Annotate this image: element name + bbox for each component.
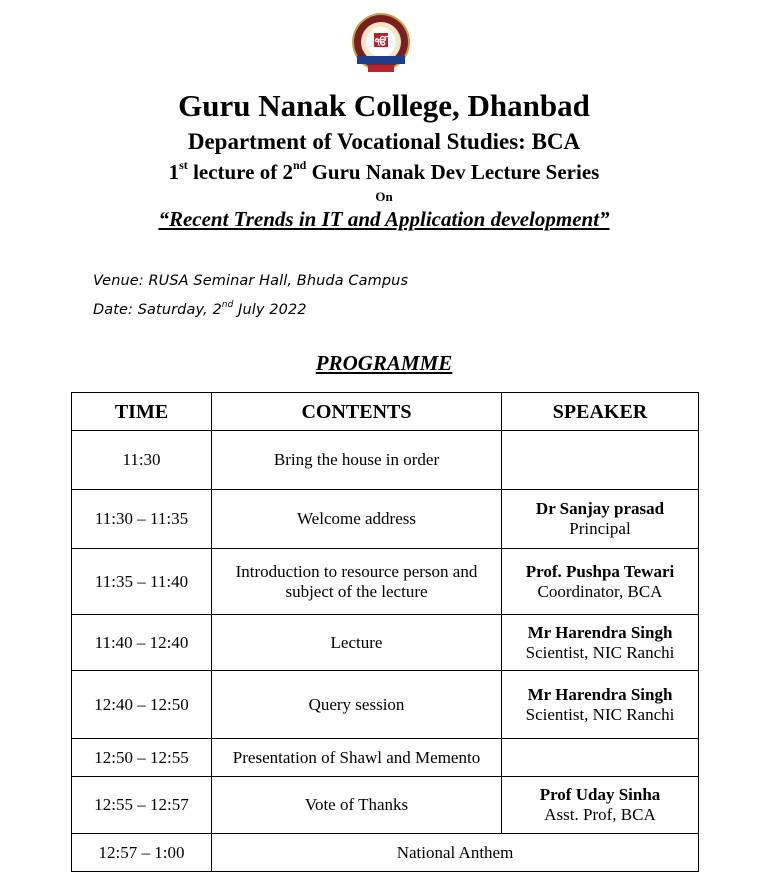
time-cell: 11:40 – 12:40 xyxy=(72,615,212,671)
venue-line: Venue: RUSA Seminar Hall, Bhuda Campus xyxy=(93,273,409,289)
column-header-speaker: SPEAKER xyxy=(502,393,699,431)
speaker-name: Prof Uday Sinha xyxy=(539,785,661,804)
lecture-topic: “Recent Trends in IT and Application development” xyxy=(158,207,610,231)
speaker-cell xyxy=(502,739,699,777)
table-row xyxy=(72,739,699,777)
speaker-role: Scientist, NIC Ranchi xyxy=(525,704,675,724)
table-row xyxy=(72,834,699,872)
time-cell: 11:35 – 11:40 xyxy=(72,549,212,615)
department-name: Department of Vocational Studies: BCA xyxy=(187,129,581,154)
contents-cell: Query session xyxy=(212,671,502,739)
speaker-cell xyxy=(502,431,699,490)
time-cell: 12:40 – 12:50 xyxy=(72,671,212,739)
date-line: Date: Saturday, 2nd July 2022 xyxy=(93,300,307,318)
column-header-contents: CONTENTS xyxy=(212,393,502,431)
on-label: On xyxy=(375,189,393,204)
contents-cell: Introduction to resource person and subject of the lecture xyxy=(212,549,502,615)
speaker-name: Mr Harendra Singh xyxy=(527,684,673,704)
contents-cell: National Anthem xyxy=(212,834,699,872)
table-row xyxy=(72,615,699,671)
contents-cell: Lecture xyxy=(212,615,502,671)
speaker-cell xyxy=(502,615,699,671)
speaker-role: Asst. Prof, BCA xyxy=(544,805,656,824)
table-row xyxy=(72,671,699,739)
speaker-role: Scientist, NIC Ranchi xyxy=(525,642,675,662)
table-row xyxy=(72,490,699,549)
speaker-role: Coordinator, BCA xyxy=(537,581,663,601)
svg-text:ੴ: ੴ xyxy=(374,37,388,48)
speaker-cell xyxy=(502,490,699,549)
programme-table xyxy=(71,392,699,872)
table-row xyxy=(72,777,699,834)
time-cell: 11:30 – 11:35 xyxy=(72,490,212,549)
contents-cell: Presentation of Shawl and Memento xyxy=(212,739,502,777)
contents-cell: Welcome address xyxy=(212,490,502,549)
speaker-name: Dr Sanjay prasad xyxy=(535,499,665,518)
time-cell: 11:30 xyxy=(72,431,212,490)
time-cell: 12:50 – 12:55 xyxy=(72,739,212,777)
contents-cell: Vote of Thanks xyxy=(212,777,502,834)
time-cell: 12:57 – 1:00 xyxy=(72,834,212,872)
programme-heading: PROGRAMME xyxy=(315,351,453,375)
speaker-cell xyxy=(502,549,699,615)
speaker-role: Principal xyxy=(569,519,631,538)
table-header-row xyxy=(72,393,699,431)
column-header-time: TIME xyxy=(72,393,212,431)
college-name: Guru Nanak College, Dhanbad xyxy=(178,88,590,123)
college-logo xyxy=(349,12,413,76)
college-seal-icon xyxy=(349,12,413,76)
speaker-cell xyxy=(502,777,699,834)
contents-cell: Bring the house in order xyxy=(212,431,502,490)
lecture-series-line: 1st lecture of 2nd Guru Nanak Dev Lecture Series xyxy=(168,158,600,184)
speaker-cell xyxy=(502,671,699,739)
time-cell: 12:55 – 12:57 xyxy=(72,777,212,834)
speaker-name: Mr Harendra Singh xyxy=(527,622,673,642)
speaker-name: Prof. Pushpa Tewari xyxy=(525,561,675,581)
table-row xyxy=(72,431,699,490)
table-row xyxy=(72,549,699,615)
